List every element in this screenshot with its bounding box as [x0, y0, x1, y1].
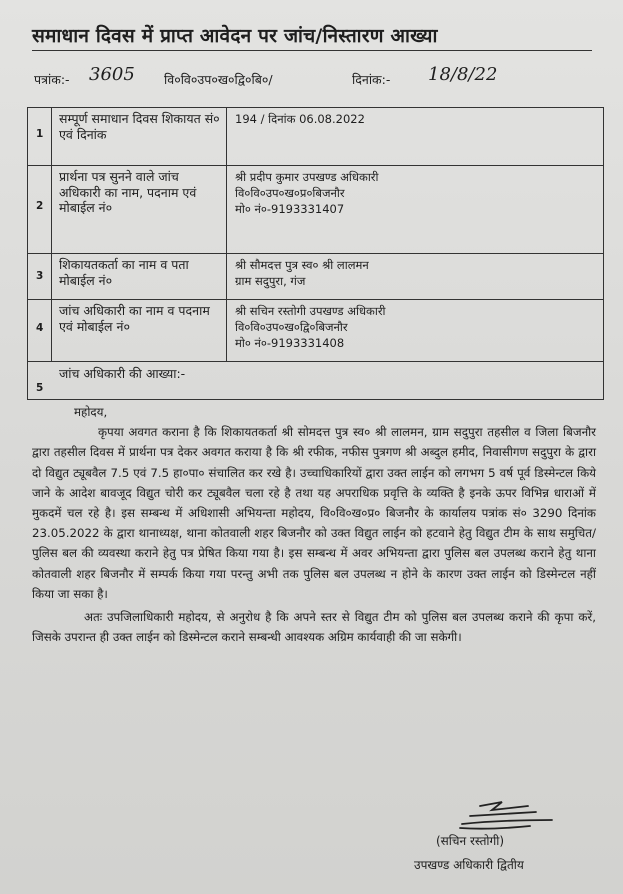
ref-date: 18/8/22 [428, 64, 498, 85]
table-row [28, 108, 603, 166]
complaint-details-table [27, 107, 604, 400]
row-value: श्री सचिन रस्तोगी उपखण्ड अधिकारी वि०वि०उप०ख०द्वि०बिजनौर मो० नं०-9193331408 [235, 304, 386, 350]
signatory-name: (सचिन रस्तोगी) [436, 834, 505, 848]
signature [440, 800, 580, 832]
row-number: 5 [36, 382, 44, 394]
date-label: दिनांक:- [352, 72, 391, 87]
row-value: 194 / दिनांक 06.08.2022 [235, 112, 365, 126]
salutation: महोदय, [74, 405, 108, 419]
ref-label: पत्रांक:- [34, 72, 70, 87]
ref-number: 3605 [89, 64, 135, 85]
row-label: प्रार्थना पत्र सुनने वाले जांच अधिकारी का नाम, पदनाम एवं मोबाईल नं० [59, 169, 197, 215]
table-row [28, 254, 603, 300]
row-label: सम्पूर्ण समाधान दिवस शिकायत सं० एवं दिनांक [59, 111, 220, 142]
row-number: 3 [36, 270, 44, 282]
row-label: जांच अधिकारी की आख्या:- [59, 366, 186, 381]
signatory-designation: उपखण्ड अधिकारी द्वितीय [414, 858, 524, 872]
row-value: श्री प्रदीप कुमार उपखण्ड अधिकारी वि०वि०उप०ख०प्र०बिजनौर मो० नं०-9193331407 [235, 170, 379, 216]
reference-line [34, 64, 594, 91]
paragraph-request: अतः उपजिलाधिकारी महोदय, से अनुरोध है कि अपने स्तर से विद्युत टीम को पुलिस बल उपलब्ध कराने की कृपा करें, जिसके उपरान्त ही उक्त लाईन को डिस्मेन्टल कराने सम्बन्धी आवश्यक अग्रिम कार्यवाही की जा सकेगी। [32, 610, 596, 645]
paragraph-findings: कृपया अवगत कराना है कि शिकायतकर्ता श्री सोमदत्त पुत्र स्व० श्री लालमन, ग्राम सदुपुरा तहसील व जिला बिजनौर द्वारा तहसील दिवस में प्रार्थना पत्र देकर अवगत कराया है कि श्री रफीक, नफीस पुत्रगण श्री अब्दुल हमीद, निवासीगण सदुपुरा के द्वारा दो विद्युत ट्यूबवैल 7.5 एवं 7.5 हा०पा० संचालित कर रखे है। उच्चाधिकारियों द्वारा उक्त लाईन को लगभग 5 वर्ष पूर्व डिस्मेन्टल किये जाने के आदेश बावजूद विद्युत चोरी कर ट्यूबवैल चला रहे है तथा यह अपराधिक प्रवृत्ति के व्यक्ति है इनके ऊपर विभिन्न धाराओं में मुकदमें चल रहे है। इस सम्बन्ध में अधिशासी अभियन्ता महोदय, वि०वि०ख०प्र० बिजनौर के कार्यालय पत्रांक सं० 3290 दिनांक 23.05.2022 के द्वारा थानाध्यक्ष, थाना कोतवाली शहर बिजनौर को उक्त विद्युत लाईन को हटवाने हेतु विद्युत टीम के साथ समुचित/पुलिस बल की व्यवस्था कराने हेतु पत्र प्रेषित किया गया है। इस सम्बन्ध में अवर अभियन्ता द्वारा पुलिस बल उपलब्ध कराने हेतु थाना कोतवाली शहर बिजनौर में सम्पर्क किया गया परन्तु अभी तक पुलिस बल उपलब्ध न होने के कारण उक्त लाईन को डिस्मेन्टल नहीं किया जा सका है। [32, 425, 596, 601]
report-body [32, 402, 596, 647]
row-label: जांच अधिकारी का नाम व पदनाम एवं मोबाईल नं० [59, 303, 210, 334]
row-label: शिकायतकर्ता का नाम व पता मोबाईल नं० [59, 257, 189, 288]
row-value: श्री सौमदत्त पुत्र स्व० श्री लालमन ग्राम सदुपुरा, गंज [235, 258, 369, 288]
table-row [28, 300, 603, 362]
row-number: 4 [36, 322, 44, 334]
table-row [28, 362, 603, 399]
signature-scribble-icon [440, 800, 580, 832]
ref-office: वि०वि०उप०ख०द्वि०बि०/ [164, 72, 273, 87]
table-row [28, 166, 603, 254]
row-number: 1 [36, 128, 44, 140]
document-heading: समाधान दिवस में प्राप्त आवेदन पर जांच/निस्तारण आख्या [32, 22, 592, 51]
row-number: 2 [36, 200, 44, 212]
